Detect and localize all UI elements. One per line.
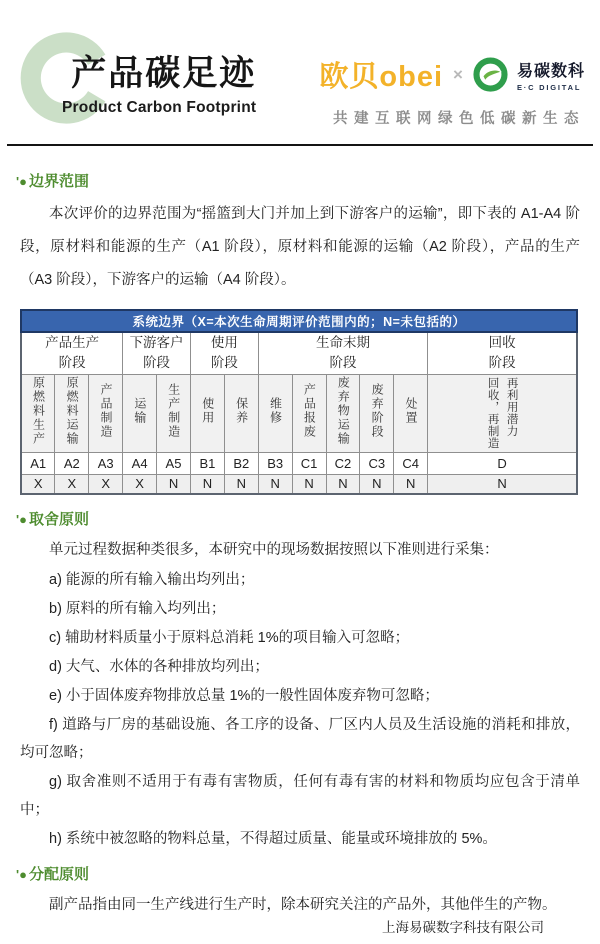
cutoff-item-f: f) 道路与厂房的基础设施、各工序的设备、厂区内人员及生活设施的消耗和排放，均可忽略；: [20, 717, 580, 761]
brand-title-block: [62, 54, 256, 117]
section-bullet-icon: '●: [16, 512, 27, 527]
stage-value-cell: N: [258, 474, 292, 494]
stage-value-cell: N: [157, 474, 191, 494]
ec-digital-text-block: [517, 58, 585, 92]
cutoff-item-d: d) 大气、水体的各种排放均列出；: [49, 659, 269, 675]
boundary-paragraph: 本次评价的边界范围为“摇篮到大门并加上到下游客户的运输”，即下表的 A1-A4 阶段，原材料和能源的生产（A1 阶段），原材料和能源的运输（A2 阶段），产品的生产（A3 阶段），下游客户的运输（A4 阶段）。: [20, 206, 580, 288]
brand-block: [14, 24, 314, 136]
stage-value-cell: N: [394, 474, 428, 494]
group-use-stage: 使用 阶段: [190, 332, 258, 374]
document-body: [0, 170, 600, 920]
ec-digital-logo-icon: [473, 57, 508, 92]
stage-label-cell: 产品报废: [292, 374, 326, 452]
stage-group-row: [21, 332, 577, 374]
table-title-row: [21, 310, 577, 332]
stage-value-row: [21, 474, 577, 494]
page-title: 产品碳足迹: [71, 54, 257, 93]
stage-label-row: [21, 374, 577, 452]
cutoff-item-b: b) 原料的所有输入均列出；: [49, 601, 226, 617]
section-heading-label: 取舍原则: [28, 511, 89, 528]
logo-separator: ×: [453, 64, 463, 84]
stage-value-cell: N: [190, 474, 224, 494]
stage-label-cell: 使用: [190, 374, 224, 452]
section-bullet-icon: '●: [16, 867, 27, 882]
stage-code-cell: C3: [360, 452, 394, 474]
page-header: [0, 0, 600, 140]
cutoff-item-a: a) 能源的所有输入输出均列出；: [49, 572, 255, 588]
table-title: 系统边界（X=本次生命周期评价范围内的；N=未包括的）: [21, 310, 577, 332]
stage-value-cell: N: [360, 474, 394, 494]
stage-code-cell: A1: [21, 452, 55, 474]
allocation-paragraph: 副产品指由同一生产线进行生产时，除本研究关注的产品外，其他伴生的产物。: [49, 897, 557, 913]
ec-digital-name: 易碳数科: [516, 62, 585, 80]
stage-code-cell: C2: [326, 452, 360, 474]
stage-label-cell: 原燃料生产: [21, 374, 55, 452]
ec-digital-subname: E·C DIGITAL: [516, 82, 582, 92]
stage-value-cell: X: [55, 474, 89, 494]
stage-code-cell: B3: [258, 452, 292, 474]
brand-tagline: 共建互联网绿色低碳新生态: [333, 111, 585, 127]
stage-value-cell: N: [224, 474, 258, 494]
group-end-of-life: 生命末期 阶段: [258, 332, 427, 374]
logo-row: [319, 54, 585, 95]
stage-code-cell: A3: [89, 452, 123, 474]
cutoff-intro: 单元过程数据种类很多，本研究中的现场数据按照以下准则进行采集：: [49, 542, 499, 558]
section-heading-cutoff: [16, 508, 580, 529]
stage-value-cell: N: [292, 474, 326, 494]
stage-code-cell: C4: [394, 452, 428, 474]
stage-label-cell-module-d: 回收，再制造 再利用潜力: [428, 374, 577, 452]
stage-label-cell: 产品制造: [89, 374, 123, 452]
page-subtitle: Product Carbon Footprint: [62, 99, 257, 116]
stage-code-cell: A5: [157, 452, 191, 474]
stage-code-cell: D: [428, 452, 577, 474]
obei-logo: 欧贝obei: [319, 61, 444, 93]
stage-code-cell: A4: [123, 452, 157, 474]
cutoff-item-c: c) 辅助材料质量小于原料总消耗 1%的项目输入可忽略；: [49, 630, 410, 646]
group-downstream-customer: 下游客户 阶段: [123, 332, 191, 374]
stage-value-cell: X: [21, 474, 55, 494]
stage-code-cell: B1: [190, 452, 224, 474]
stage-label-cell: 废弃阶段: [360, 374, 394, 452]
group-product-production: 产品生产 阶段: [21, 332, 123, 374]
stage-label-cell: 处置: [394, 374, 428, 452]
section-bullet-icon: '●: [16, 174, 27, 189]
stage-label-cell: 运输: [123, 374, 157, 452]
section-heading-label: 分配原则: [28, 866, 89, 883]
cutoff-item-g: g) 取舍准则不适用于有毒有害物质，任何有毒有害的材料和物质均应包含于清单中；: [20, 774, 580, 818]
stage-code-cell: B2: [224, 452, 258, 474]
stage-label-cell: 保养: [224, 374, 258, 452]
section-heading-allocation: [16, 863, 580, 884]
stage-code-cell: A2: [55, 452, 89, 474]
stage-value-cell: X: [123, 474, 157, 494]
system-boundary-table: [20, 309, 578, 495]
stage-label-cell: 原燃料运输: [55, 374, 89, 452]
stage-value-cell: N: [326, 474, 360, 494]
partner-logos-block: [319, 24, 585, 140]
stage-code-row: [21, 452, 577, 474]
cutoff-item-e: e) 小于固体废弃物排放总量 1%的一般性固体废弃物可忽略；: [49, 688, 439, 704]
stage-code-cell: C1: [292, 452, 326, 474]
header-divider: [7, 144, 593, 146]
cutoff-item-h: h) 系统中被忽略的物料总量，不得超过质量、能量或环境排放的 5%。: [49, 831, 497, 847]
section-heading-label: 边界范围: [28, 173, 89, 190]
stage-label-cell: 生产制造: [157, 374, 191, 452]
stage-label-cell: 废弃物运输: [326, 374, 360, 452]
stage-value-cell: X: [89, 474, 123, 494]
stage-label-cell: 维修: [258, 374, 292, 452]
footer-company-name: 上海易碳数字科技有限公司: [382, 920, 544, 935]
stage-value-cell: N: [428, 474, 577, 494]
section-heading-boundary: [16, 170, 580, 191]
group-recovery: 回收 阶段: [428, 332, 577, 374]
